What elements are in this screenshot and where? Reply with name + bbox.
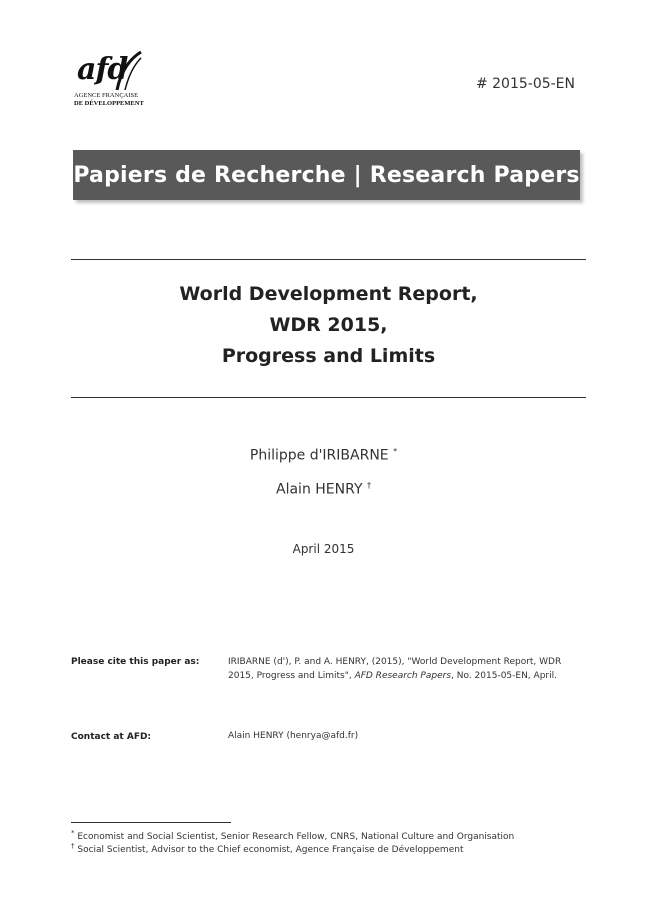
logo-line1: AGENCE FRANÇAISE [74,92,139,99]
paper-reference-number: # 2015-05-EN [475,76,575,92]
title-line-3: Progress and Limits [221,345,436,367]
footnote-1-text: Economist and Social Scientist, Senior Research Fellow, CNRS, National Culture and Organisation [77,832,515,842]
footnote-rule [71,822,231,823]
citation-part-2: , No. 2015-05-EN, April. [451,671,557,681]
series-banner [73,150,580,200]
citation-label: Please cite this paper as: [71,657,200,667]
footnote-1-mark: * [71,829,75,837]
title-bottom-rule [71,397,586,398]
title-line-1: World Development Report, [179,283,478,305]
author-1 [0,447,647,464]
series-banner-text: Papiers de Recherche | Research Papers [73,162,580,188]
author-1-name: Philippe d'IRIBARNE [249,447,389,464]
citation-part-1: IRIBARNE (d'), P. and A. HENRY, (2015), "World Development Report, WDR 2015, Progress and Limits", [228,657,562,681]
paper-title [71,279,586,372]
publication-date: April 2015 [292,542,355,556]
footnote-2-mark: † [71,842,75,850]
author-2 [0,481,647,498]
logo-line2: DE DÉVELOPPEMENT [74,100,144,107]
citation-journal: AFD Research Papers [354,671,452,681]
contact-value: Alain HENRY (henrya@afd.fr) [228,731,359,741]
citation-text [228,655,583,683]
footnote-2-text: Social Scientist, Advisor to the Chief economist, Agence Française de Développement [77,845,464,855]
contact-label: Contact at AFD: [71,732,152,742]
title-top-rule [71,259,586,260]
author-2-mark: † [366,481,371,490]
author-1-mark: * [393,447,398,456]
title-line-2: WDR 2015, [269,314,388,336]
afd-logo-text: afd [77,52,128,87]
footnote-2 [71,842,463,855]
author-2-name: Alain HENRY [276,481,363,498]
afd-logo [73,50,145,108]
footnote-1 [71,829,514,842]
